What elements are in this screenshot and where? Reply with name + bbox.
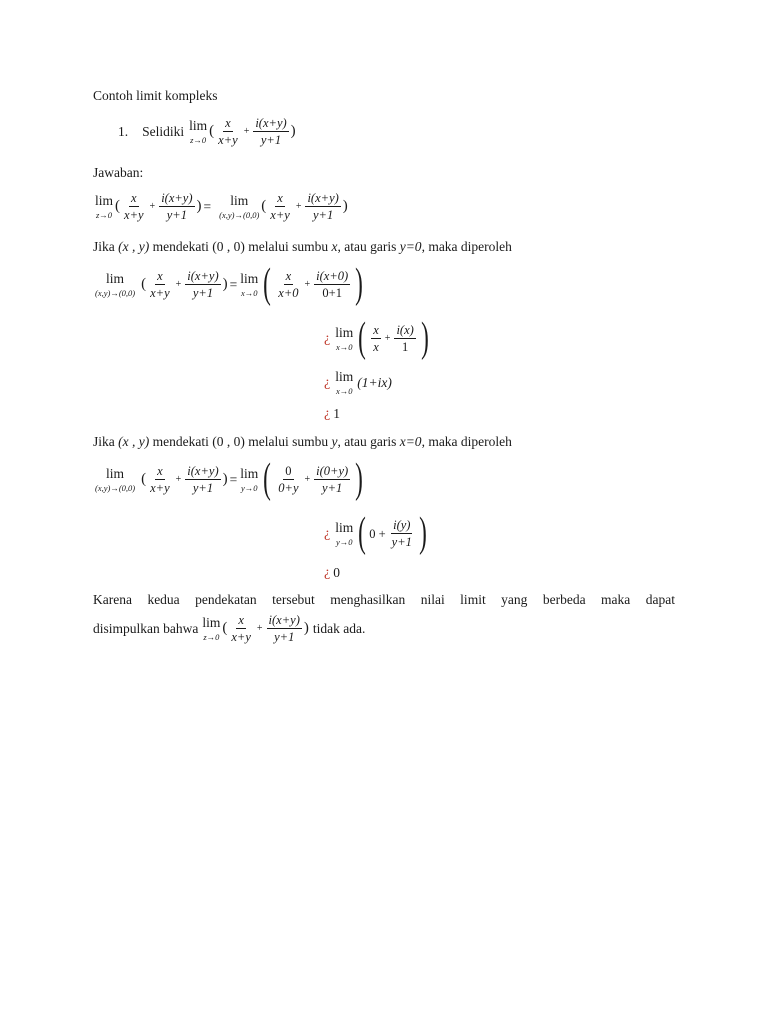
equation-step: ¿ lim y→0 ( 0 + $\frac{i(y)}{y+1}$ ) xyxy=(324,510,427,556)
equation-step: ¿ lim x→0 (1+ix) xyxy=(324,369,392,396)
fraction: $\frac{i(x+y)}{y+1}$ xyxy=(307,191,339,222)
equation-result: ¿ 1 xyxy=(324,406,340,422)
limit-operator: lim x→0 xyxy=(335,369,354,396)
equation-result: ¿ 0 xyxy=(324,565,340,581)
fraction: $\frac{x}{x+y}$ xyxy=(150,269,170,300)
fraction: $\frac{x}{x+0}$ xyxy=(278,269,299,300)
limit-operator: lim x→0 xyxy=(240,271,259,298)
item-text: Selidiki xyxy=(142,123,185,139)
fraction: $\frac{x}{x+y}$ xyxy=(150,464,170,495)
equation-limit-conversion: lim z→0 ( $\frac{x}{x+y}$ + $\frac{i(x+y)}{y+1}$ ) = lim (x,y)→(0,0) ( $\frac{x}{x+y}$ + $\frac{i(x+y)}{y+1}$ ) xyxy=(95,191,348,222)
equation-x-axis: lim (x,y)→(0,0) ( $\frac{x}{x+y}$ + $\frac{i(x+y)}{y+1}$ ) = lim x→0 ( $\frac{x}{x+0}$ + $\frac{i(x+0)}{0+1}$ ) xyxy=(95,261,364,307)
fraction: $\frac{i(y)}{y+1}$ xyxy=(391,518,412,549)
equation-step: ¿ lim x→0 ( $\frac{x}{x}$ + $\frac{i(x)}{1}$ ) xyxy=(324,315,429,361)
case-y-axis-text: Jika (x , y) mendekati (0 , 0) melalui sumbu y , atau garis x=0 , maka diperoleh xyxy=(93,434,512,449)
fraction: $\frac{i(0+y)}{y+1}$ xyxy=(316,464,349,495)
fraction: $\frac{i(x+y)}{y+1}$ xyxy=(161,191,193,222)
limit-operator: lim (x,y)→(0,0) xyxy=(95,466,136,493)
fraction: $\frac{0}{0+y}$ xyxy=(278,464,299,495)
conclusion-line-1: Karena kedua pendekatan tersebut menghasilkan nilai limit yang berbeda maka dapat xyxy=(93,592,675,607)
fraction: $\frac{i(x+y)}{y+1}$ xyxy=(187,464,219,495)
limit-operator: lim (x,y)→(0,0) xyxy=(95,271,136,298)
limit-operator: lim (x,y)→(0,0) xyxy=(219,193,260,220)
item-number: 1. xyxy=(118,123,129,139)
case-x-axis-text: Jika (x , y) mendekati (0 , 0) melalui sumbu x , atau garis y=0 , maka diperoleh xyxy=(93,239,512,254)
equation-y-axis: lim (x,y)→(0,0) ( $\frac{x}{x+y}$ + $\frac{i(x+y)}{y+1}$ ) = lim y→0 ( $\frac{0}{0+y}$ + $\frac{i(0+y)}{y+1}$ ) xyxy=(95,456,364,502)
problem-statement: 1. Selidiki lim z→0 ( $\frac{x}{x+y}$ + $\frac{i(x+y)}{y+1}$ ) xyxy=(118,116,296,147)
limit-operator: lim z→0 xyxy=(202,615,221,642)
fraction: $\frac{x}{x+y}$ xyxy=(218,116,238,147)
fraction: $\frac{x}{x+y}$ xyxy=(231,613,251,644)
answer-heading: Jawaban: xyxy=(93,165,144,180)
document-title: Contoh limit kompleks xyxy=(93,88,218,103)
limit-operator: lim z→0 xyxy=(189,118,208,145)
limit-operator: lim z→0 xyxy=(95,193,114,220)
conclusion-line-2: disimpulkan bahwa lim z→0 ( $\frac{x}{x+y}$ + $\frac{i(x+y)}{y+1}$ ) tidak ada. xyxy=(93,613,366,644)
fraction: $\frac{x}{x+y}$ xyxy=(270,191,290,222)
fraction: $\frac{i(x+y)}{y+1}$ xyxy=(187,269,219,300)
limit-operator: lim x→0 xyxy=(335,325,354,352)
fraction: $\frac{i(x)}{1}$ xyxy=(396,323,414,354)
fraction: $\frac{i(x+y)}{y+1}$ xyxy=(255,116,287,147)
fraction: $\frac{x}{x}$ xyxy=(373,323,379,354)
limit-operator: lim y→0 xyxy=(335,520,354,547)
fraction: $\frac{i(x+y)}{y+1}$ xyxy=(268,613,300,644)
fraction: $\frac{x}{x+y}$ xyxy=(124,191,144,222)
fraction: $\frac{i(x+0)}{0+1}$ xyxy=(316,269,349,300)
limit-operator: lim y→0 xyxy=(240,466,259,493)
